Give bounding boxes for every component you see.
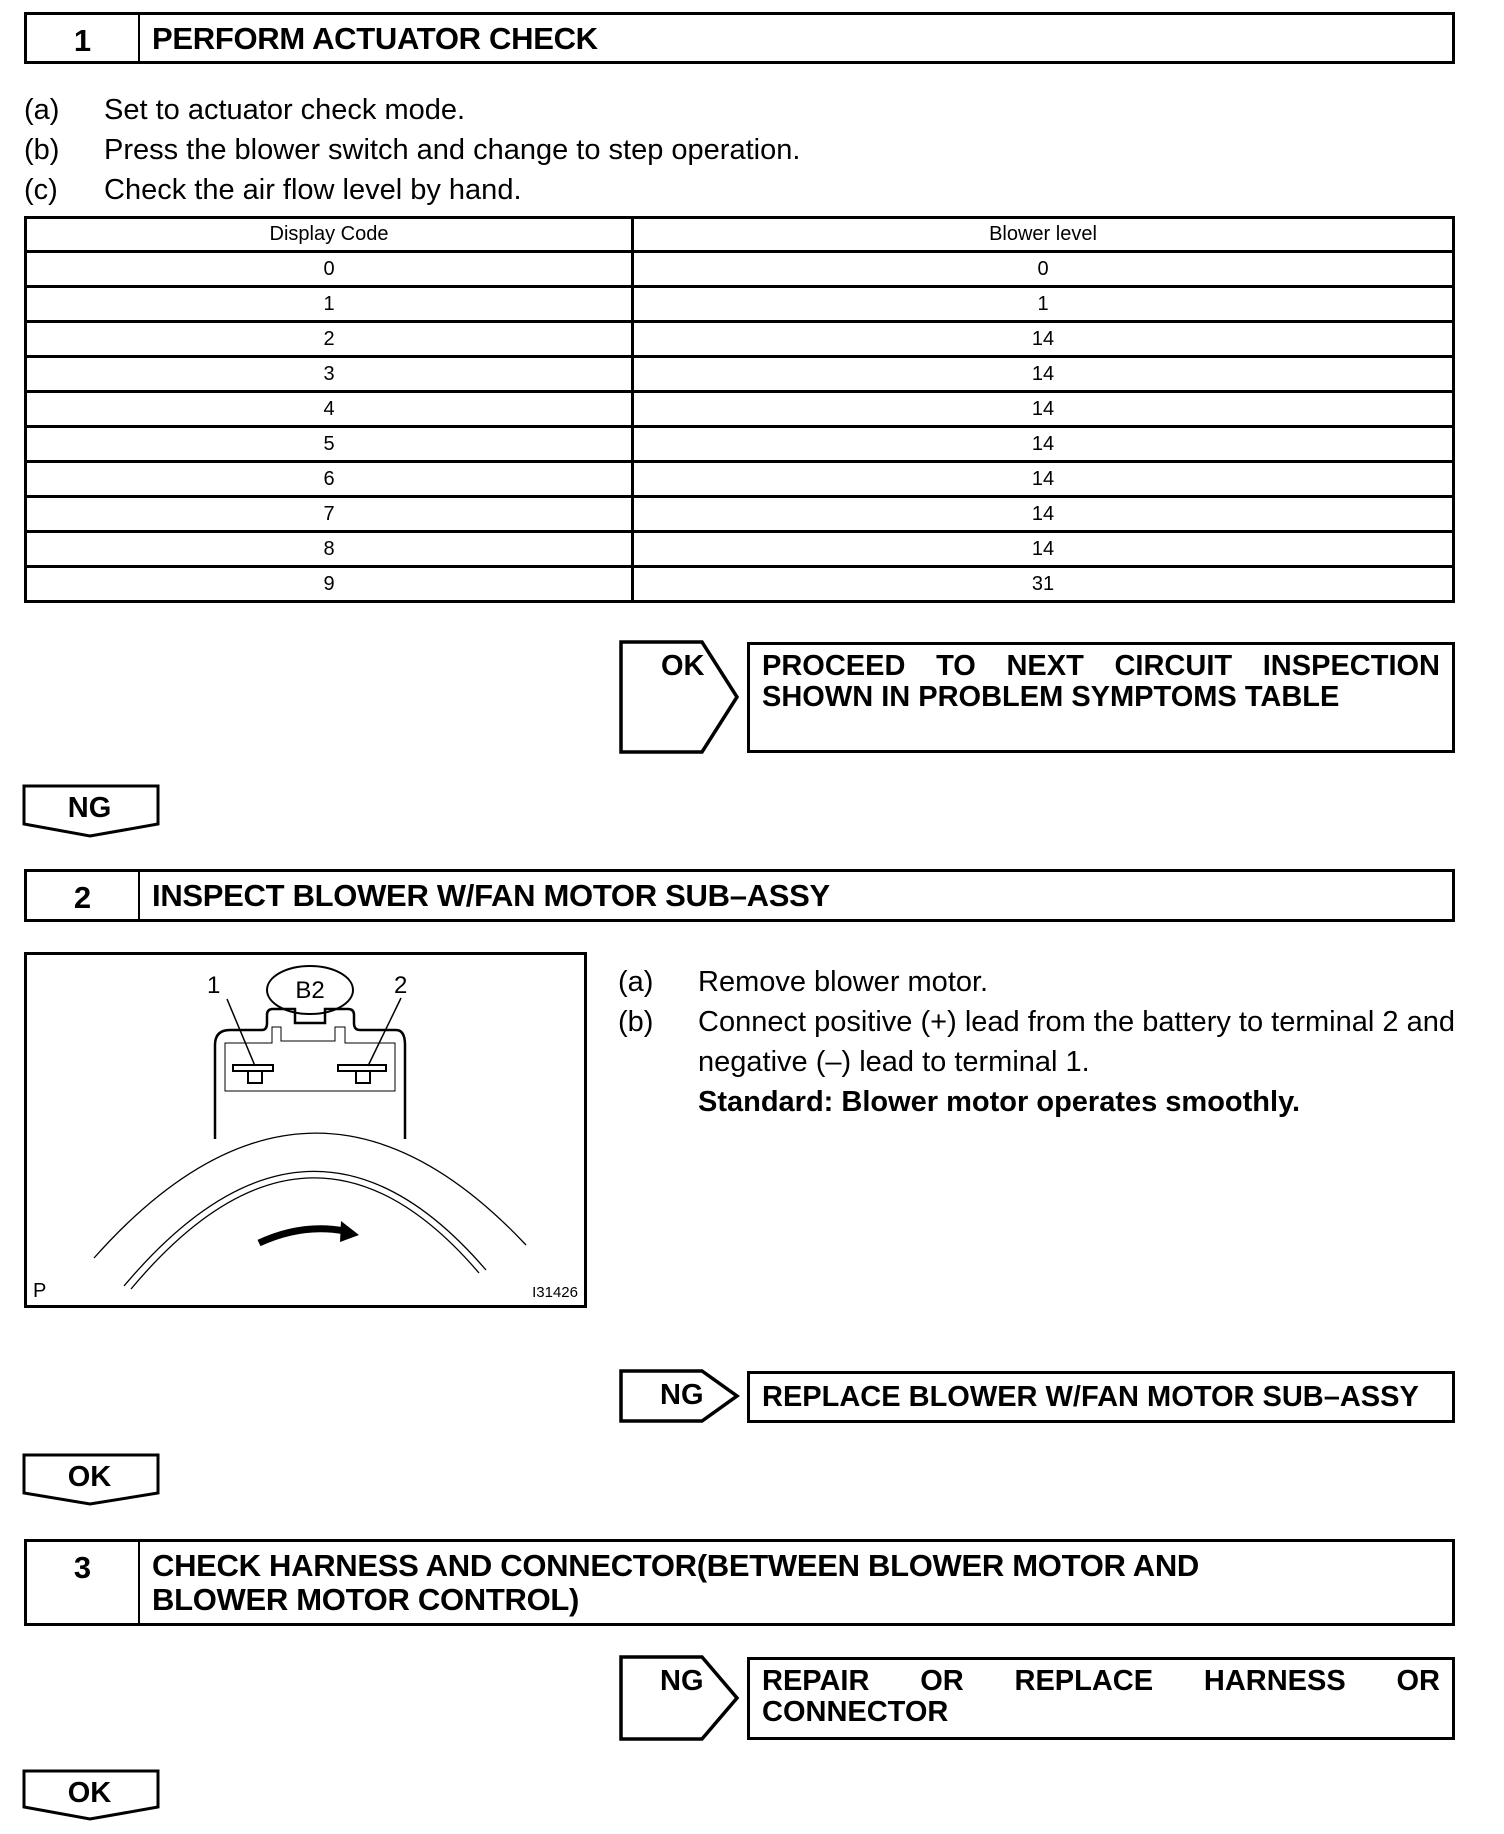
- step-title: PERFORM ACTUATOR CHECK: [152, 21, 598, 56]
- instruction-a: [618, 962, 1455, 1002]
- blower-level-cell: 1: [633, 287, 1454, 322]
- table-header-row: [26, 218, 1454, 252]
- instruction-text: Connect positive (+) lead from the battery to terminal 2 and negative (–) lead to terminal 1.: [698, 1006, 1455, 1078]
- replace-result-box: [747, 1371, 1455, 1423]
- step-1-header: [24, 12, 1455, 64]
- table-row: [26, 462, 1454, 497]
- blower-level-cell: 14: [633, 392, 1454, 427]
- instruction-label: (a): [24, 94, 60, 126]
- proceed-result-box: [747, 642, 1455, 753]
- table-row: [26, 392, 1454, 427]
- blower-level-cell: 14: [633, 427, 1454, 462]
- blower-motor-connector-illustration: [27, 955, 584, 1305]
- instruction-label: (b): [618, 1006, 654, 1038]
- blower-level-cell: 14: [633, 322, 1454, 357]
- table-row: [26, 427, 1454, 462]
- ok-down-label: OK: [67, 1461, 112, 1493]
- blower-level-cell: 14: [633, 532, 1454, 567]
- step-number: 2: [27, 872, 140, 919]
- blower-level-cell: 31: [633, 567, 1454, 602]
- table-row: [26, 322, 1454, 357]
- step-number: 1: [27, 15, 140, 61]
- display-code-cell: 6: [26, 462, 633, 497]
- table-row: [26, 287, 1454, 322]
- result-text: REPLACE BLOWER W/FAN MOTOR SUB–ASSY: [762, 1381, 1419, 1413]
- blower-level-cell: 14: [633, 497, 1454, 532]
- motor-outer-arc: [94, 1133, 526, 1258]
- display-code-cell: 5: [26, 427, 633, 462]
- display-code-cell: 1: [26, 287, 633, 322]
- step-title: INSPECT BLOWER W/FAN MOTOR SUB–ASSY: [152, 878, 830, 913]
- display-code-cell: 0: [26, 252, 633, 287]
- step-3-header: [24, 1539, 1455, 1626]
- display-code-cell: 2: [26, 322, 633, 357]
- rotation-arrow-icon: [259, 1229, 345, 1243]
- blower-level-cell: 14: [633, 462, 1454, 497]
- instruction-label: (a): [618, 966, 654, 998]
- step-2-header: [24, 869, 1455, 922]
- table-row: [26, 532, 1454, 567]
- table-row: [26, 497, 1454, 532]
- ng-tag-label: NG: [660, 1379, 704, 1411]
- blower-motor-figure: [24, 952, 587, 1308]
- instruction-text: Set to actuator check mode.: [104, 94, 466, 126]
- terminal-1-label: 1: [207, 972, 221, 999]
- table-row: [26, 567, 1454, 602]
- ok-down-label: OK: [67, 1777, 112, 1809]
- display-code-cell: 9: [26, 567, 633, 602]
- column-header-blower-level: Blower level: [633, 218, 1454, 252]
- repair-result-box: [747, 1657, 1455, 1740]
- table-row: [26, 252, 1454, 287]
- terminal-2: [338, 1065, 386, 1083]
- ng-down-label: NG: [67, 792, 112, 824]
- blower-level-cell: 14: [633, 357, 1454, 392]
- connector-housing: [215, 1009, 405, 1139]
- instruction-a: [24, 90, 1455, 130]
- motor-inner-arc-2: [131, 1178, 479, 1289]
- display-code-cell: 7: [26, 497, 633, 532]
- blower-level-cell: 0: [633, 252, 1454, 287]
- instruction-text: Check the air flow level by hand.: [104, 174, 522, 206]
- figure-id: I31426: [532, 1284, 578, 1301]
- column-header-display-code: Display Code: [26, 218, 633, 252]
- instruction-text: Remove blower motor.: [698, 966, 989, 998]
- result-text: PROCEED TO NEXT CIRCUIT INSPECTION SHOWN IN PROBLEM SYMPTOMS TABLE: [762, 650, 1440, 713]
- display-code-cell: 4: [26, 392, 633, 427]
- terminal-1: [233, 1065, 273, 1083]
- instruction-c: [24, 170, 1455, 210]
- instruction-b: [24, 130, 1455, 170]
- instruction-b: [618, 1002, 1455, 1082]
- standard-text: Standard: Blower motor operates smoothly.: [698, 1086, 1301, 1118]
- terminal-2-label: 2: [394, 972, 408, 999]
- connector-label: B2: [295, 977, 325, 1004]
- instruction-text: Press the blower switch and change to step operation.: [104, 134, 801, 166]
- table-row: [26, 357, 1454, 392]
- display-code-cell: 8: [26, 532, 633, 567]
- ng-tag-label: NG: [660, 1665, 704, 1697]
- ok-tag-label: OK: [661, 650, 705, 682]
- result-text: REPAIR OR REPLACE HARNESS OR CONNECTOR: [762, 1665, 1440, 1728]
- step-number: 3: [27, 1542, 140, 1623]
- instruction-label: (b): [24, 134, 60, 166]
- display-code-cell: 3: [26, 357, 633, 392]
- blower-level-table: [24, 216, 1455, 603]
- instruction-label: (c): [24, 174, 58, 206]
- step-title: CHECK HARNESS AND CONNECTOR(BETWEEN BLOWER MOTOR AND BLOWER MOTOR CONTROL): [152, 1548, 1200, 1617]
- standard-spec: [698, 1082, 1455, 1122]
- figure-corner-mark: P: [33, 1280, 47, 1302]
